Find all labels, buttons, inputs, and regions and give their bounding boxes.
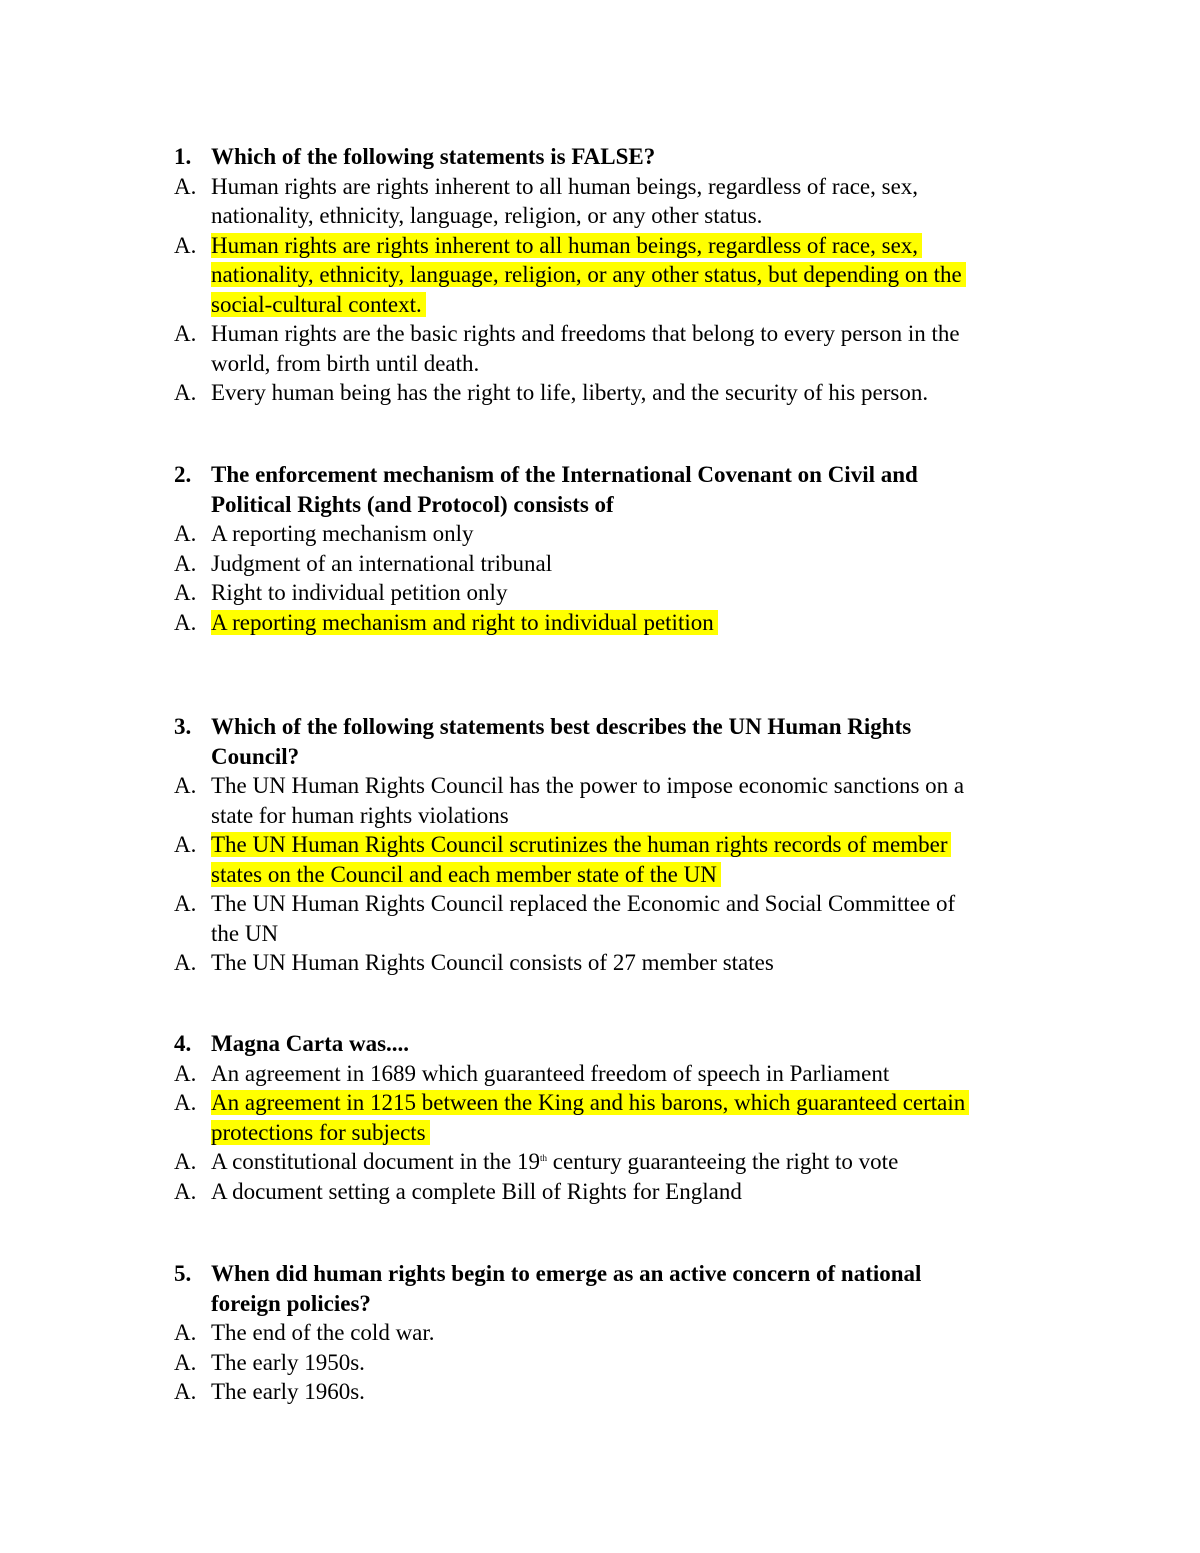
option-marker: A. <box>174 521 197 546</box>
option-text <box>211 378 928 408</box>
answer-text: The UN Human Rights Council consists of 27 member states <box>211 950 774 975</box>
option-line <box>0 860 1100 890</box>
option-marker: A. <box>174 609 197 635</box>
question-line <box>0 490 1100 520</box>
option-text <box>211 919 278 949</box>
answer-text: state for human rights violations <box>211 802 509 828</box>
option-text <box>211 860 721 890</box>
question-line <box>0 712 1100 742</box>
answer-text: The early 1950s. <box>211 1349 365 1375</box>
option-marker: A. <box>174 380 197 405</box>
answer-text: Judgment of an international tribunal <box>211 550 553 576</box>
question-text: Which of the following statements best describes the UN Human Rights <box>211 714 912 739</box>
option-line <box>0 290 1100 320</box>
option-line <box>0 771 1100 801</box>
option-marker: A. <box>174 891 197 916</box>
option-line <box>0 231 1100 261</box>
highlighted-answer-text: states on the Council and each member state of the UN <box>211 862 721 887</box>
option-marker: A. <box>174 321 197 346</box>
option-marker: A. <box>174 550 197 576</box>
option-line <box>0 1377 1100 1407</box>
option-line <box>0 578 1100 608</box>
question-line <box>0 142 1100 172</box>
option-line <box>0 1177 1100 1207</box>
highlighted-answer-text: A reporting mechanism and right to individual petition <box>211 610 718 635</box>
question-text: The enforcement mechanism of the International Covenant on Civil and <box>211 462 918 487</box>
answer-text: Human rights are the basic rights and freedoms that belong to every person in the <box>211 321 960 346</box>
option-line <box>0 349 1100 379</box>
option-marker: A. <box>174 1320 197 1345</box>
question-text: foreign policies? <box>211 1290 371 1316</box>
ordinal-superscript: th <box>540 1153 548 1163</box>
option-text <box>211 1088 969 1118</box>
option-line <box>0 549 1100 579</box>
option-text <box>211 1318 435 1348</box>
option-text <box>211 549 552 579</box>
question-number: 4. <box>174 1031 192 1056</box>
option-line <box>0 260 1100 290</box>
option-line <box>0 1348 1100 1378</box>
option-line <box>0 319 1100 349</box>
question-number: 1. <box>174 144 192 169</box>
answer-text: The early 1960s. <box>211 1379 365 1404</box>
option-marker: A. <box>174 1379 197 1404</box>
question-text: When did human rights begin to emerge as an active concern of national <box>211 1261 922 1286</box>
question-line <box>0 1259 1100 1289</box>
answer-text: An agreement in 1689 which guaranteed freedom of speech in Parliament <box>211 1060 890 1086</box>
option-line <box>0 1318 1100 1348</box>
answer-text: nationality, ethnicity, language, religion, or any other status. <box>211 203 763 228</box>
highlighted-answer-text: social-cultural context. <box>211 292 426 317</box>
answer-text: world, from birth until death. <box>211 350 480 376</box>
option-line <box>0 201 1100 231</box>
option-line <box>0 519 1100 549</box>
option-marker: A. <box>174 1090 197 1115</box>
question-text: Political Rights (and Protocol) consists of <box>211 491 614 517</box>
option-text <box>211 830 951 860</box>
question-text: Magna Carta was.... <box>211 1031 410 1056</box>
option-text <box>211 771 964 801</box>
option-text <box>211 260 966 290</box>
question-number: 2. <box>174 462 192 487</box>
option-text <box>211 519 474 549</box>
answer-text: Every human being has the right to life, liberty, and the security of his person. <box>211 380 929 405</box>
option-marker: A. <box>174 580 197 605</box>
option-line <box>0 608 1100 638</box>
option-line <box>0 1118 1100 1148</box>
option-text <box>211 1377 365 1407</box>
option-line <box>0 919 1100 949</box>
answer-text: The UN Human Rights Council has the power to impose economic sanctions on a <box>211 773 965 798</box>
highlighted-answer-text: nationality, ethnicity, language, religion, or any other status, but depending on the <box>211 262 966 287</box>
option-line <box>0 801 1100 831</box>
option-marker: A. <box>174 173 197 199</box>
answer-text: Human rights are rights inherent to all human beings, regardless of race, sex, <box>211 173 919 199</box>
option-text <box>211 1059 889 1089</box>
option-marker: A. <box>174 232 197 258</box>
option-text-part: century guaranteeing the right to vote <box>547 1149 899 1174</box>
highlighted-answer-text: Human rights are rights inherent to all human beings, regardless of race, sex, <box>211 233 922 258</box>
option-text <box>211 1147 898 1177</box>
option-text <box>211 1348 365 1378</box>
highlighted-answer-text: protections for subjects <box>211 1120 430 1145</box>
option-text-part: A constitutional document in the 19 <box>211 1149 540 1174</box>
option-text <box>211 801 509 831</box>
answer-text: Right to individual petition only <box>211 580 508 605</box>
option-marker: A. <box>174 1149 197 1174</box>
option-marker: A. <box>174 1349 197 1375</box>
highlighted-answer-text: The UN Human Rights Council scrutinizes the human rights records of member <box>211 832 951 857</box>
answer-text: The UN Human Rights Council replaced the Economic and Social Committee of <box>211 891 956 916</box>
option-line <box>0 1059 1100 1089</box>
question-line <box>0 1029 1100 1059</box>
answer-text: A document setting a complete Bill of Rights for England <box>211 1178 742 1204</box>
option-text <box>211 172 918 202</box>
option-text <box>211 948 774 978</box>
question-line <box>0 1289 1100 1319</box>
question-text: Which of the following statements is FALSE? <box>211 144 656 169</box>
option-line <box>0 1088 1100 1118</box>
option-text <box>211 1118 430 1148</box>
option-line <box>0 1147 1100 1177</box>
option-text <box>211 290 426 320</box>
answer-text: A reporting mechanism only <box>211 521 474 546</box>
option-text <box>211 319 960 349</box>
question-line <box>0 742 1100 772</box>
option-marker: A. <box>174 1060 197 1086</box>
option-marker: A. <box>174 1178 197 1204</box>
option-text <box>211 578 507 608</box>
option-line <box>0 172 1100 202</box>
option-text <box>211 1177 742 1207</box>
option-marker: A. <box>174 773 197 798</box>
option-text <box>211 201 762 231</box>
question-number: 5. <box>174 1261 192 1286</box>
answer-text: the UN <box>211 920 279 946</box>
option-text <box>211 608 718 638</box>
option-text <box>211 349 479 379</box>
question-number: 3. <box>174 714 192 739</box>
option-line <box>0 889 1100 919</box>
option-marker: A. <box>174 832 197 857</box>
option-text <box>211 231 922 261</box>
option-line <box>0 378 1100 408</box>
answer-text: The end of the cold war. <box>211 1320 435 1345</box>
question-line <box>0 460 1100 490</box>
highlighted-answer-text: An agreement in 1215 between the King and his barons, which guaranteed certain <box>211 1090 969 1115</box>
option-marker: A. <box>174 950 197 975</box>
question-text: Council? <box>211 743 300 769</box>
option-text <box>211 889 955 919</box>
option-line <box>0 830 1100 860</box>
option-line <box>0 948 1100 978</box>
